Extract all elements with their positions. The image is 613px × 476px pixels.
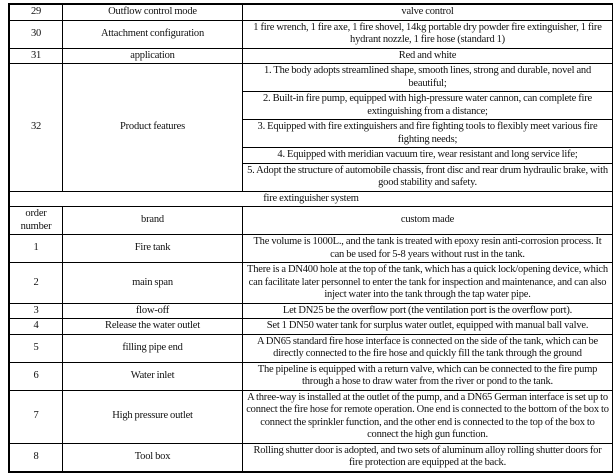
order-number-cell: 4 (9, 319, 63, 335)
item-value-cell: Let DN25 be the overflow port (the ventilation port is the overflow port). (243, 303, 613, 319)
item-name-cell: Tool box (63, 443, 243, 472)
table-row (9, 362, 613, 390)
table-row (9, 319, 613, 335)
item-name-cell: Attachment configuration (63, 20, 243, 48)
table-row (9, 263, 613, 304)
section-title: fire extinguisher system (9, 191, 613, 207)
item-name-cell: main span (63, 263, 243, 304)
order-number-cell: 7 (9, 390, 63, 443)
table-row (9, 390, 613, 443)
header-brand: brand (63, 207, 243, 235)
item-name-cell: High pressure outlet (63, 390, 243, 443)
section-title-row (9, 191, 613, 207)
item-name-cell: application (63, 48, 243, 64)
feature-item-cell: 4. Equipped with meridian vacuum tire, wear resistant and long service life; (243, 148, 613, 164)
feature-item-cell: 3. Equipped with fire extinguishers and fire fighting tools to flexibly meet various fire fighting needs; (243, 120, 613, 148)
order-number-cell: 3 (9, 303, 63, 319)
table-row (9, 235, 613, 263)
header-row (9, 207, 613, 235)
order-number-cell: 32 (9, 64, 63, 192)
table-row (9, 334, 613, 362)
table-row (9, 48, 613, 64)
order-number-cell: 29 (9, 4, 63, 20)
order-number-cell: 1 (9, 235, 63, 263)
order-number-cell: 8 (9, 443, 63, 472)
item-value-cell: A three-way is installed at the outlet of the pump, and a DN65 German interface is set up to connect the fire hose for remote operation. One end is connected to the bottom of the box to connect the sprinkler function, and the other end is connected to the top of the box to connect the high gun function. (243, 390, 613, 443)
table-row (9, 443, 613, 472)
item-value-cell: The pipeline is equipped with a return valve, which can be connected to the fire pump through a hose to draw water from the river or pond to the tank. (243, 362, 613, 390)
item-value-cell: A DN65 standard fire hose interface is connected on the side of the tank, which can be directly connected to the fire hose and quickly fill the tank through the ground (243, 334, 613, 362)
item-name-cell: Fire tank (63, 235, 243, 263)
item-value-cell: There is a DN400 hole at the top of the tank, which has a quick lock/opening device, which can facilitate later personnel to enter the tank for inspection and maintenance, and can also inject water into the tank through the tap water pipe. (243, 263, 613, 304)
item-value-cell: valve control (243, 4, 613, 20)
feature-item-cell: 1. The body adopts streamlined shape, smooth lines, strong and durable, novel and beautiful; (243, 64, 613, 92)
table-row (9, 20, 613, 48)
table-row (9, 303, 613, 319)
item-name-cell: Release the water outlet (63, 319, 243, 335)
item-name-cell: filling pipe end (63, 334, 243, 362)
table-row (9, 64, 613, 92)
header-custom-made: custom made (243, 207, 613, 235)
item-name-cell: Water inlet (63, 362, 243, 390)
order-number-cell: 6 (9, 362, 63, 390)
header-order-number: order number (9, 207, 63, 235)
order-number-cell: 31 (9, 48, 63, 64)
item-value-cell: The volume is 1000L., and the tank is treated with epoxy resin anti-corrosion process. It can be used for 5-8 years without rust in the tank. (243, 235, 613, 263)
item-name-cell: Product features (63, 64, 243, 192)
feature-item-cell: 2. Built-in fire pump, equipped with high-pressure water cannon, can complete fire extinguishing from a distance; (243, 92, 613, 120)
specification-table (8, 3, 613, 473)
item-value-cell: Rolling shutter door is adopted, and two sets of aluminum alloy rolling shutter doors for fire protection are equipped at the back. (243, 443, 613, 472)
item-value-cell: Red and white (243, 48, 613, 64)
table-row (9, 4, 613, 20)
order-number-cell: 2 (9, 263, 63, 304)
feature-item-cell: 5. Adopt the structure of automobile chassis, front disc and rear drum hydraulic brake, with good stability and safety. (243, 163, 613, 191)
item-name-cell: Outflow control mode (63, 4, 243, 20)
item-name-cell: flow-off (63, 303, 243, 319)
order-number-cell: 5 (9, 334, 63, 362)
item-value-cell: 1 fire wrench, 1 fire axe, 1 fire shovel, 14kg portable dry powder fire extinguisher, 1 fire hydrant nozzle, 1 fire hose (standard 1) (243, 20, 613, 48)
item-value-cell: Set 1 DN50 water tank for surplus water outlet, equipped with manual ball valve. (243, 319, 613, 335)
order-number-cell: 30 (9, 20, 63, 48)
